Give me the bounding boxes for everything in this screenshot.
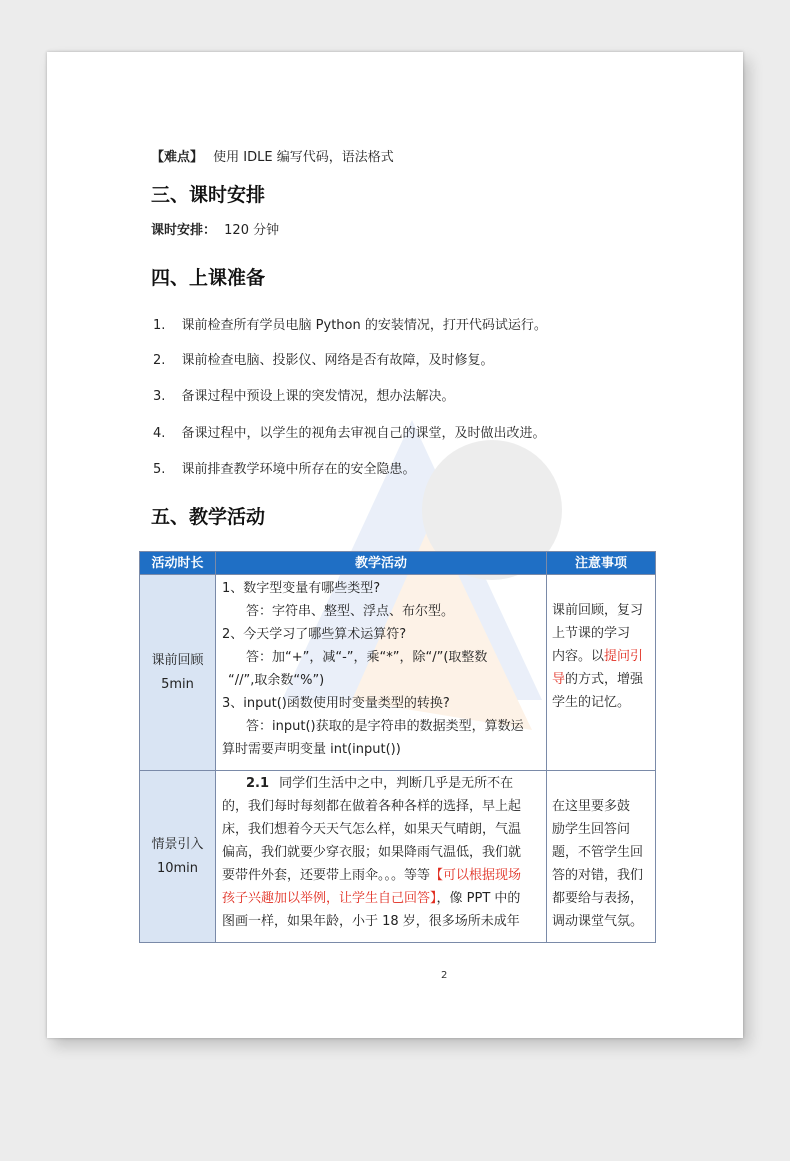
activity-step-number: 2.1 [246,776,270,791]
note-line: 学生的记忆。 [552,695,631,710]
note-line: 都要给与表扬， [552,891,644,906]
difficulty-label: 【难点】 [151,150,204,165]
note-line: 题，不管学生回 [552,845,644,860]
activity-line: 答：加“+”，减“-”，乘“*”，除“/”(取整数 [246,650,488,665]
note-line: 课前回顾，复习 [552,603,644,618]
activity-line: 3、input()函数使用时变量类型的转换? [222,696,450,711]
duration-cell [140,771,216,943]
prep-item-text: 课前检查所有学员电脑 Python 的安装情况，打开代码试运行。 [181,318,547,333]
activity-line: 2、今天学习了哪些算术运算符? [222,627,407,642]
duration-name: 情景引入 [151,836,204,852]
document-page [47,52,743,1038]
duration-name: 课前回顾 [151,652,204,668]
note-text: 的方式，增强 [565,672,644,687]
section5-title: 五、教学活动 [151,506,266,528]
prep-item-num: 5. [153,462,166,477]
activity-line: 算时需要声明变量 int(input()) [222,742,401,757]
section4-title: 四、上课准备 [151,267,266,289]
activity-line: 图画一样，如果年龄，小于 18 岁，很多场所未成年 [222,914,520,929]
activity-cell [216,575,547,771]
header-activity: 教学活动 [216,552,547,575]
activity-text: 同学们生活中之中，判断几乎是无所不在 [279,776,514,791]
class-hours-label: 课时安排： [151,223,217,238]
difficulty-text: 使用 IDLE 编写代码，语法格式 [213,150,394,165]
activity-line: “//”,取余数“%”) [228,673,325,688]
table-header-row [140,552,656,575]
prep-item-num: 2. [153,353,166,368]
notes-cell [547,771,656,943]
duration-minutes: 10min [156,860,199,876]
prep-item-num: 4. [153,426,166,441]
prep-item-text: 备课过程中，以学生的视角去审视自己的课堂，及时做出改进。 [181,426,546,441]
activity-line: 偏高，我们就要少穿衣服；如果降雨气温低，我们就 [222,845,522,860]
teaching-activity-table [139,551,656,943]
activity-text: ，像 PPT 中的 [436,891,521,906]
activity-highlight: 【可以根据现场 [430,868,522,883]
note-line [547,645,655,668]
activity-line: 床，我们想着今天天气怎么样，如果天气晴朗，气温 [222,822,522,837]
prep-item [153,458,416,477]
activity-line: 答：input()获取的是字符串的数据类型，算数运 [246,719,524,734]
note-line: 调动课堂气氛。 [552,914,644,929]
note-line: 励学生回答问 [552,822,631,837]
table-row [140,771,656,943]
note-line: 在这里要多鼓 [552,799,631,814]
table-row [140,575,656,771]
class-hours-line [151,219,279,238]
activity-text: 要带件外套，还要带上雨伞。。。等等 [222,868,431,883]
header-notes: 注意事项 [547,552,656,575]
prep-item [153,422,546,441]
notes-cell [547,575,656,771]
prep-item-text: 课前排查教学环境中所存在的安全隐患。 [181,462,416,477]
note-line: 答的对错，我们 [552,868,644,883]
activity-line: 答：字符串、整型、浮点、布尔型。 [246,604,455,619]
note-line: 上节课的学习 [552,626,631,641]
note-line [547,668,655,691]
class-hours-value: 120 分钟 [224,223,280,238]
prep-item [153,314,547,333]
prep-item [153,385,455,404]
note-text: 内容。以 [552,649,605,664]
activity-line: 的，我们每时每刻都在做着各种各样的选择，早上起 [222,799,522,814]
note-highlight: 提问引 [604,649,644,664]
activity-line: 1、数字型变量有哪些类型? [222,581,381,596]
duration-cell [140,575,216,771]
prep-item-text: 课前检查电脑、投影仪、网络是否有故障，及时修复。 [181,353,494,368]
note-highlight: 导 [552,672,566,687]
activity-line [216,864,546,887]
duration-minutes: 5min [161,676,194,692]
activity-line [216,887,546,910]
activity-highlight: 孩子兴趣加以举例，让学生自己回答】 [222,891,437,906]
page-number: 2 [441,970,448,981]
section3-title: 三、课时安排 [151,184,266,206]
header-duration: 活动时长 [140,552,216,575]
difficulty-line [151,146,394,165]
activity-cell [216,771,547,943]
activity-line [216,772,546,795]
prep-item-text: 备课过程中预设上课的突发情况，想办法解决。 [181,389,455,404]
prep-item-num: 3. [153,389,166,404]
prep-item [153,349,494,368]
prep-item-num: 1. [153,318,166,333]
